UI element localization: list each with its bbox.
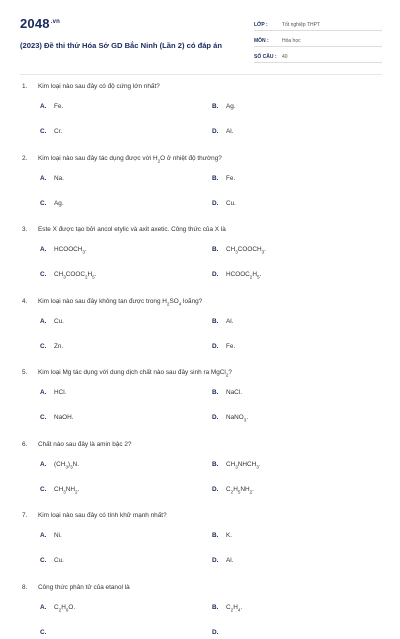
option-letter: C. [40,271,47,278]
option-text: Fe. [226,174,236,182]
answer-option-c[interactable] [40,269,97,281]
option-text: Fe. [54,103,64,110]
option-letter: A. [40,460,47,468]
option-letter: C. [40,342,47,350]
question-number: 2. [22,154,28,162]
answer-option-d[interactable] [212,269,261,281]
option-text: Cu. [54,557,64,564]
answer-option-d[interactable] [212,126,233,138]
answer-option-a[interactable] [40,387,66,399]
answer-option-c[interactable] [40,341,63,353]
page-header [20,12,382,72]
option-letter: D. [212,628,219,636]
option-text: $C_2H_4$. [226,603,243,612]
question-6 [22,439,382,494]
question-stem [22,582,382,594]
option-text: $CH_3COOCH_3$. [226,246,266,255]
question-stem [22,367,382,379]
question-text: Kim loại nào sau đây tác dụng được với $H_2O$ ở nhiệt độ thường? [38,154,222,163]
question-number: 4. [22,297,28,305]
option-text: Ni. [54,532,62,539]
option-letter: C. [40,485,47,493]
answer-option-b[interactable] [212,602,242,614]
option-text: HCl. [54,389,67,396]
option-text: $(CH_3)_3N$. [54,460,80,469]
answer-option-d[interactable] [212,627,226,639]
question-stem [22,296,382,308]
answer-option-b[interactable] [212,244,266,256]
option-text: Ag. [226,103,236,110]
question-8 [22,582,382,636]
question-stem [22,510,382,522]
option-letter: C. [40,414,47,421]
option-letter: B. [212,317,219,325]
option-text: K. [226,532,233,539]
answer-option-a[interactable] [40,173,64,185]
meta-label: MÔN : [254,38,269,44]
answer-option-c[interactable] [40,412,74,424]
option-letter: B. [212,246,219,253]
question-1 [22,81,382,135]
header-divider [20,74,382,75]
option-text: $C_2H_5NH_2$. [226,485,254,494]
option-text: Zn. [54,342,64,350]
option-letter: B. [212,103,219,110]
logo-suffix: .vn [50,18,61,25]
question-text: Kim loại nào sau đây có tính khử mạnh nhất? [38,512,167,519]
meta-row-subject [254,33,382,47]
option-text: Cu. [54,317,64,325]
meta-label: LỚP : [254,22,268,28]
answer-option-c[interactable] [40,126,62,138]
logo-text: 2048 [20,16,50,31]
question-number: 8. [22,583,28,591]
question-number: 5. [22,369,28,376]
option-letter: A. [40,603,47,611]
question-4 [22,296,382,350]
exam-title: (2023) Đề thi thử Hóa Sở GD Bắc Ninh (Lần 2) có đáp án [20,41,223,50]
option-letter: D. [212,271,219,278]
option-letter: A. [40,389,47,396]
question-number: 6. [22,440,28,448]
answer-option-a[interactable] [40,602,75,614]
question-stem [22,224,382,236]
answer-option-d[interactable] [212,555,233,567]
meta-row-count [254,49,382,63]
answer-option-c[interactable] [40,627,54,639]
site-logo[interactable] [20,16,60,31]
answer-option-c[interactable] [40,555,64,567]
question-text: Chất nào sau đây là amin bậc 2? [38,440,132,448]
answer-option-d[interactable] [212,341,235,353]
option-letter: B. [212,603,219,611]
question-2 [22,153,382,207]
answer-option-a[interactable] [40,101,63,113]
meta-value: Tốt nghiệp THPT [282,22,320,28]
option-text: $CH_3NHCH_3$. [226,460,261,469]
question-number: 1. [22,83,28,90]
option-text: NaCl. [226,389,242,396]
question-number: 3. [22,226,28,233]
option-letter: B. [212,532,219,539]
option-text: NaNO$_3$. [226,414,249,423]
answer-option-b[interactable] [212,459,261,471]
exam-meta [254,17,382,65]
question-number: 7. [22,512,28,519]
meta-label: SỐ CÂU : [254,54,277,60]
option-text: Fe. [226,342,236,350]
question-stem [22,81,382,93]
question-text: Kim loại nào sau đây có độ cứng lớn nhất? [38,83,160,90]
option-letter: B. [212,460,219,468]
answer-option-a[interactable] [40,316,64,328]
option-letter: D. [212,485,219,493]
option-text: Al. [226,128,234,135]
question-7 [22,510,382,564]
question-text: Kim loại nào sau đây không tan được trong $H_2SO_4$ loãng? [38,297,203,306]
option-letter: C. [40,557,47,564]
answer-option-b[interactable] [212,101,236,113]
option-letter: A. [40,317,47,325]
option-text: Al. [226,557,234,564]
answer-option-b[interactable] [212,387,242,399]
option-text: $C_2H_6O$. [54,603,76,612]
answer-option-d[interactable] [212,198,236,210]
option-letter: B. [212,174,219,182]
answer-option-c[interactable] [40,198,64,210]
meta-row-class [254,17,382,31]
option-text: $HCOOC_2H_5$. [226,271,262,280]
option-text: Al. [226,317,234,325]
answer-option-b[interactable] [212,530,232,542]
question-5 [22,367,382,423]
option-text: $CH_3COOC_2H_5$. [54,271,97,280]
option-text: Cu. [226,199,236,207]
answer-option-a[interactable] [40,459,79,471]
option-letter: A. [40,246,47,253]
answer-option-b[interactable] [212,173,235,185]
question-text: Kim loại Mg tác dụng với dung dịch chất nào sau đây sinh ra MgCl$_2$? [38,369,232,378]
option-text: $HCOOCH_3$. [54,246,87,255]
answer-option-a[interactable] [40,530,62,542]
option-letter: B. [212,389,219,396]
answer-option-b[interactable] [212,316,233,328]
option-text: Ag. [54,199,64,207]
meta-value: Hóa học [282,38,301,44]
option-letter: A. [40,103,47,110]
question-stem [22,439,382,451]
option-letter: C. [40,199,47,207]
question-text: Công thức phân tử của etanol là [38,583,130,591]
answer-option-c[interactable] [40,484,79,496]
option-letter: C. [40,628,47,636]
answer-option-d[interactable] [212,412,248,424]
option-text: Na. [54,174,64,182]
question-stem [22,153,382,165]
option-letter: D. [212,199,219,207]
option-letter: A. [40,532,47,539]
option-letter: A. [40,174,47,182]
answer-option-a[interactable] [40,244,87,256]
meta-value: 40 [282,54,288,60]
option-letter: D. [212,557,219,564]
option-text: NaOH. [54,414,74,421]
answer-option-d[interactable] [212,484,254,496]
option-letter: D. [212,128,219,135]
option-letter: D. [212,414,219,421]
question-3 [22,224,382,280]
option-text: Cr. [54,128,63,135]
option-letter: D. [212,342,219,350]
option-text: $CH_3NH_2$. [54,485,80,494]
option-letter: C. [40,128,47,135]
question-text: Este X được tạo bởi ancol etylic và axit axetic. Công thức của X là [38,226,226,233]
